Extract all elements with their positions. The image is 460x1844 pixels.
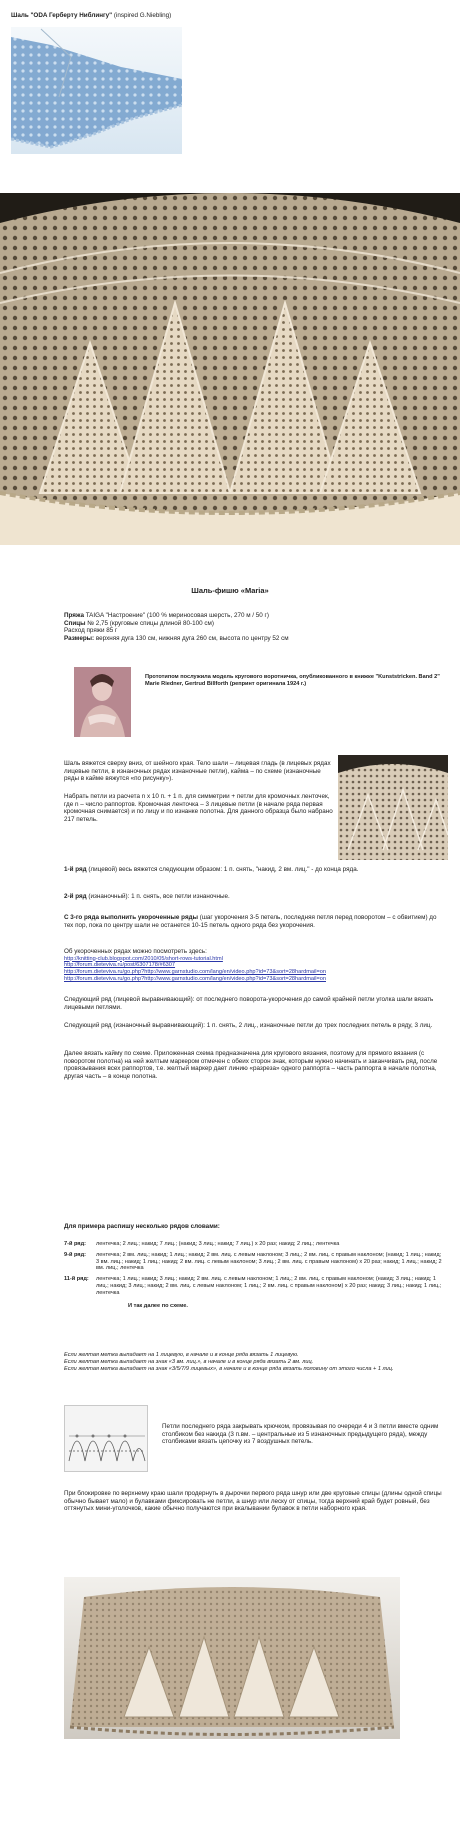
sizes-value: верхняя дуга 130 см, нижняя дуга 260 см, высота по центру 52 см	[94, 634, 289, 642]
short-rows-text: (шаг укорочения 3-5 петель, последняя петля перед поворотом – с обвитием) до тех пор, пока по центру шали не останется 10-15 петель одного ряда без укорочения.	[64, 914, 437, 929]
and-so-on: И так далее по схеме.	[128, 1302, 188, 1309]
row-2-instruction	[64, 893, 444, 901]
page-header	[11, 12, 451, 20]
short-rows-instruction	[64, 914, 444, 929]
prototype-note: Прототипом послужила модель кругового воротничка, опубликованного в книжке "Kunststricken. Band 2" Marie Riedner, Gertrud Billforth (репринт оригинала 1924 г.)	[145, 674, 440, 687]
marker-note-1: Если желтая метка выпадает на 1 лицевую, в начале и в конце ряда вязать 1 лицевую.	[64, 1352, 299, 1358]
needles-label: Спицы	[64, 619, 86, 627]
yarn-label: Пряжа	[64, 612, 85, 619]
shawl-photo-lace-large	[0, 193, 460, 545]
example-row-11	[64, 1276, 444, 1296]
shawl-photo-final	[64, 1577, 400, 1739]
rows-example-list	[64, 1241, 444, 1309]
links-block	[64, 948, 444, 983]
example-row-text: лентечка; 2 лиц.; накид; 7 лиц.; (накид; 3 лиц.; накид; 7 лиц.) x 20 раз; накид; 2 лиц.; лентечка	[96, 1241, 340, 1247]
paragraph-knit-row: Следующий ряд (лицевой выравнивающий): от последнего поворота-укорочения до самой крайней петли уголка шали вязать лицевыми петлями.	[64, 996, 434, 1011]
paragraph-border-chart: Далее вязать кайму по схеме. Приложенная схема предназначена для кругового вязания, поэтому для прямого вязания (с поворотом полотна) на ней желтым маркером отмечен с обеих сторон знак, которым нужно начинать и заканчивать ряд, после провязывания всех раппортов, т.е. желтый маркер дает линию «разреза» одного раппорта – часть раппорта в начале полотна, другая часть – в конце полотна.	[64, 1050, 438, 1080]
rows-example-title: Для примера распишу несколько рядов словами:	[64, 1223, 220, 1230]
link-forum-post[interactable]: http://forum.dieteviva.ru/post/6307178/#6307	[64, 962, 176, 969]
marker-note-2: Если желтая метка выпадает на знак «3 вм. лиц.», в начале и в конце ряда вязать 2 вм. лиц.	[64, 1358, 314, 1365]
paragraph-purl-row: Следующий ряд (изнаночный выравнивающий): 1 п. снять, 2 лиц., изнаночные петли до трех последних петель в ряду, 3 лиц.	[64, 1022, 433, 1029]
blocking-instruction: При блокировке по верхнему краю шали продернуть в дырочки первого ряда шнур или две круговые спицы (длины одной спицы обычно бывает мало) и булавками фиксировать не петли, а шнур или леску от спицы, тогда верхний край будет ровный, без оттянутых мини-уголочков, какие обычно получаются при вкалывании булавок в петли наборного края.	[64, 1490, 442, 1513]
links-intro: Об укороченных рядах можно посмотреть здесь:	[64, 948, 207, 955]
example-row-label: 7-й ряд:	[64, 1241, 86, 1247]
link-garnstudio-video-1[interactable]: http://forum.dieteviva.ru/go.php?http://www.garnstudio.com/lang/en/video.php?id=73&sort=28hardmail=on	[64, 969, 326, 976]
example-row-7	[64, 1241, 444, 1248]
vintage-portrait-photo	[74, 667, 131, 737]
link-garnstudio-video-2[interactable]: http://forum.dieteviva.ru/go.php?http://www.garnstudio.com/lang/en/video.php?id=73&sort=28hardmail=on	[64, 975, 326, 982]
materials-block	[64, 612, 444, 642]
link-short-rows-tutorial[interactable]: http://knitting-club.blogspot.com/2010/05/short-rows-tutorial.html	[64, 955, 223, 962]
row-1-label: 1-й ряд	[64, 866, 87, 873]
bindoff-instruction: Петли последнего ряда закрывать крючком, провязывая по очереди 4 и 3 петли вместе одним столбиком без накида (3 п.вм. – центральные из 5 изнаночных предыдущего ряда), между столбиками вязать цепочку из 7 воздушных петель.	[162, 1423, 439, 1446]
example-row-text: лентечка; 2 вм. лиц.; накид; 1 лиц.; накид; 2 вм. лиц. с левым наклоном; 3 лиц.; 2 вм. лиц. с правым наклоном; (накид; 1 лиц.; накид; 3 вм. лиц.; накид; 1 лиц.; накид; 2 вм. лиц. с левым наклоном; 3 лиц.; 2 вм. лиц. с правым наклоном) x 20 раз; накид; 1 лиц.; накид; 2 вм. лиц.; лентечка	[96, 1251, 442, 1272]
example-row-label: 9-й ряд:	[64, 1251, 86, 1258]
example-row-label: 11-й ряд:	[64, 1276, 89, 1283]
shawl-photo-blue	[11, 27, 182, 154]
crochet-bindoff-diagram	[64, 1405, 148, 1472]
row-1-instruction	[64, 866, 444, 874]
sizes-label: Размеры:	[64, 634, 95, 642]
row-1-text: (лицевой) весь вяжется следующим образом: 1 п. снять, "накид, 2 вм. лиц." - до конца ряда.	[86, 866, 359, 873]
yarn-value: TAIGA "Настроение" (100 % мериносовая шерсть, 270 м / 50 г)	[84, 612, 269, 619]
short-rows-label: С 3-го ряда выполнить укороченные ряды	[64, 914, 198, 921]
marker-notes	[64, 1352, 444, 1372]
pattern-title: Шаль-фишю «Maria»	[191, 586, 269, 595]
example-row-text: лентечка; 1 лиц.; накид; 3 лиц.; накид; 2 вм. лиц. с левым наклоном; 1 лиц.; 2 вм. лиц. с правым наклоном; (накид; 3 лиц.; накид; 1 лиц.; накид; 3 лиц.; накид; 2 вм. лиц. с левым наклоном; 1 лиц.; 2 вм. лиц. с правым наклоном) x 20 раз; накид; 3 лиц.; накид; 1 лиц.; лентечка	[96, 1276, 442, 1296]
needles-value: № 2,75 (круговые спицы длиной 80-100 см)	[85, 619, 214, 627]
header-title-rest: (inspired G.Niebling)	[112, 12, 172, 19]
row-2-label: 2-й ряд	[64, 893, 87, 900]
header-title-bold: Шаль "ODA Герберту Ниблингу"	[11, 12, 113, 19]
example-row-9	[64, 1252, 444, 1272]
marker-note-3: Если желтая метка выпадает на знак «3/5/7/9 лицевых», в начале и в конце ряда вязать половину от этого числа + 1 лиц.	[64, 1365, 394, 1372]
paragraph-cast-on: Набрать петли из расчета n x 10 п. + 1 п. для симметрии + петли для кромочных ленточек, где n – число раппортов. Кромочная ленточка – 3 лицевые петли (в начале ряда первая кромочная снимается) и по лицу и по изнанке полотна. Для данного образца было набрано 217 петель.	[64, 793, 333, 823]
paragraph-construction: Шаль вяжется сверху вниз, от шейного края. Тело шали – лицевая гладь (в лицевых рядах лицевые петли, в изнаночных рядах изнаночные петли), кайма – по схеме (изнаночные ряды в кайме вяжутся «по рисунку»).	[64, 760, 331, 783]
shawl-photo-closeup	[338, 755, 448, 860]
consumption: Расход пряжи 85 г	[64, 627, 118, 635]
row-2-text: (изнаночный): 1 п. снять, все петли изнаночные.	[86, 893, 230, 900]
